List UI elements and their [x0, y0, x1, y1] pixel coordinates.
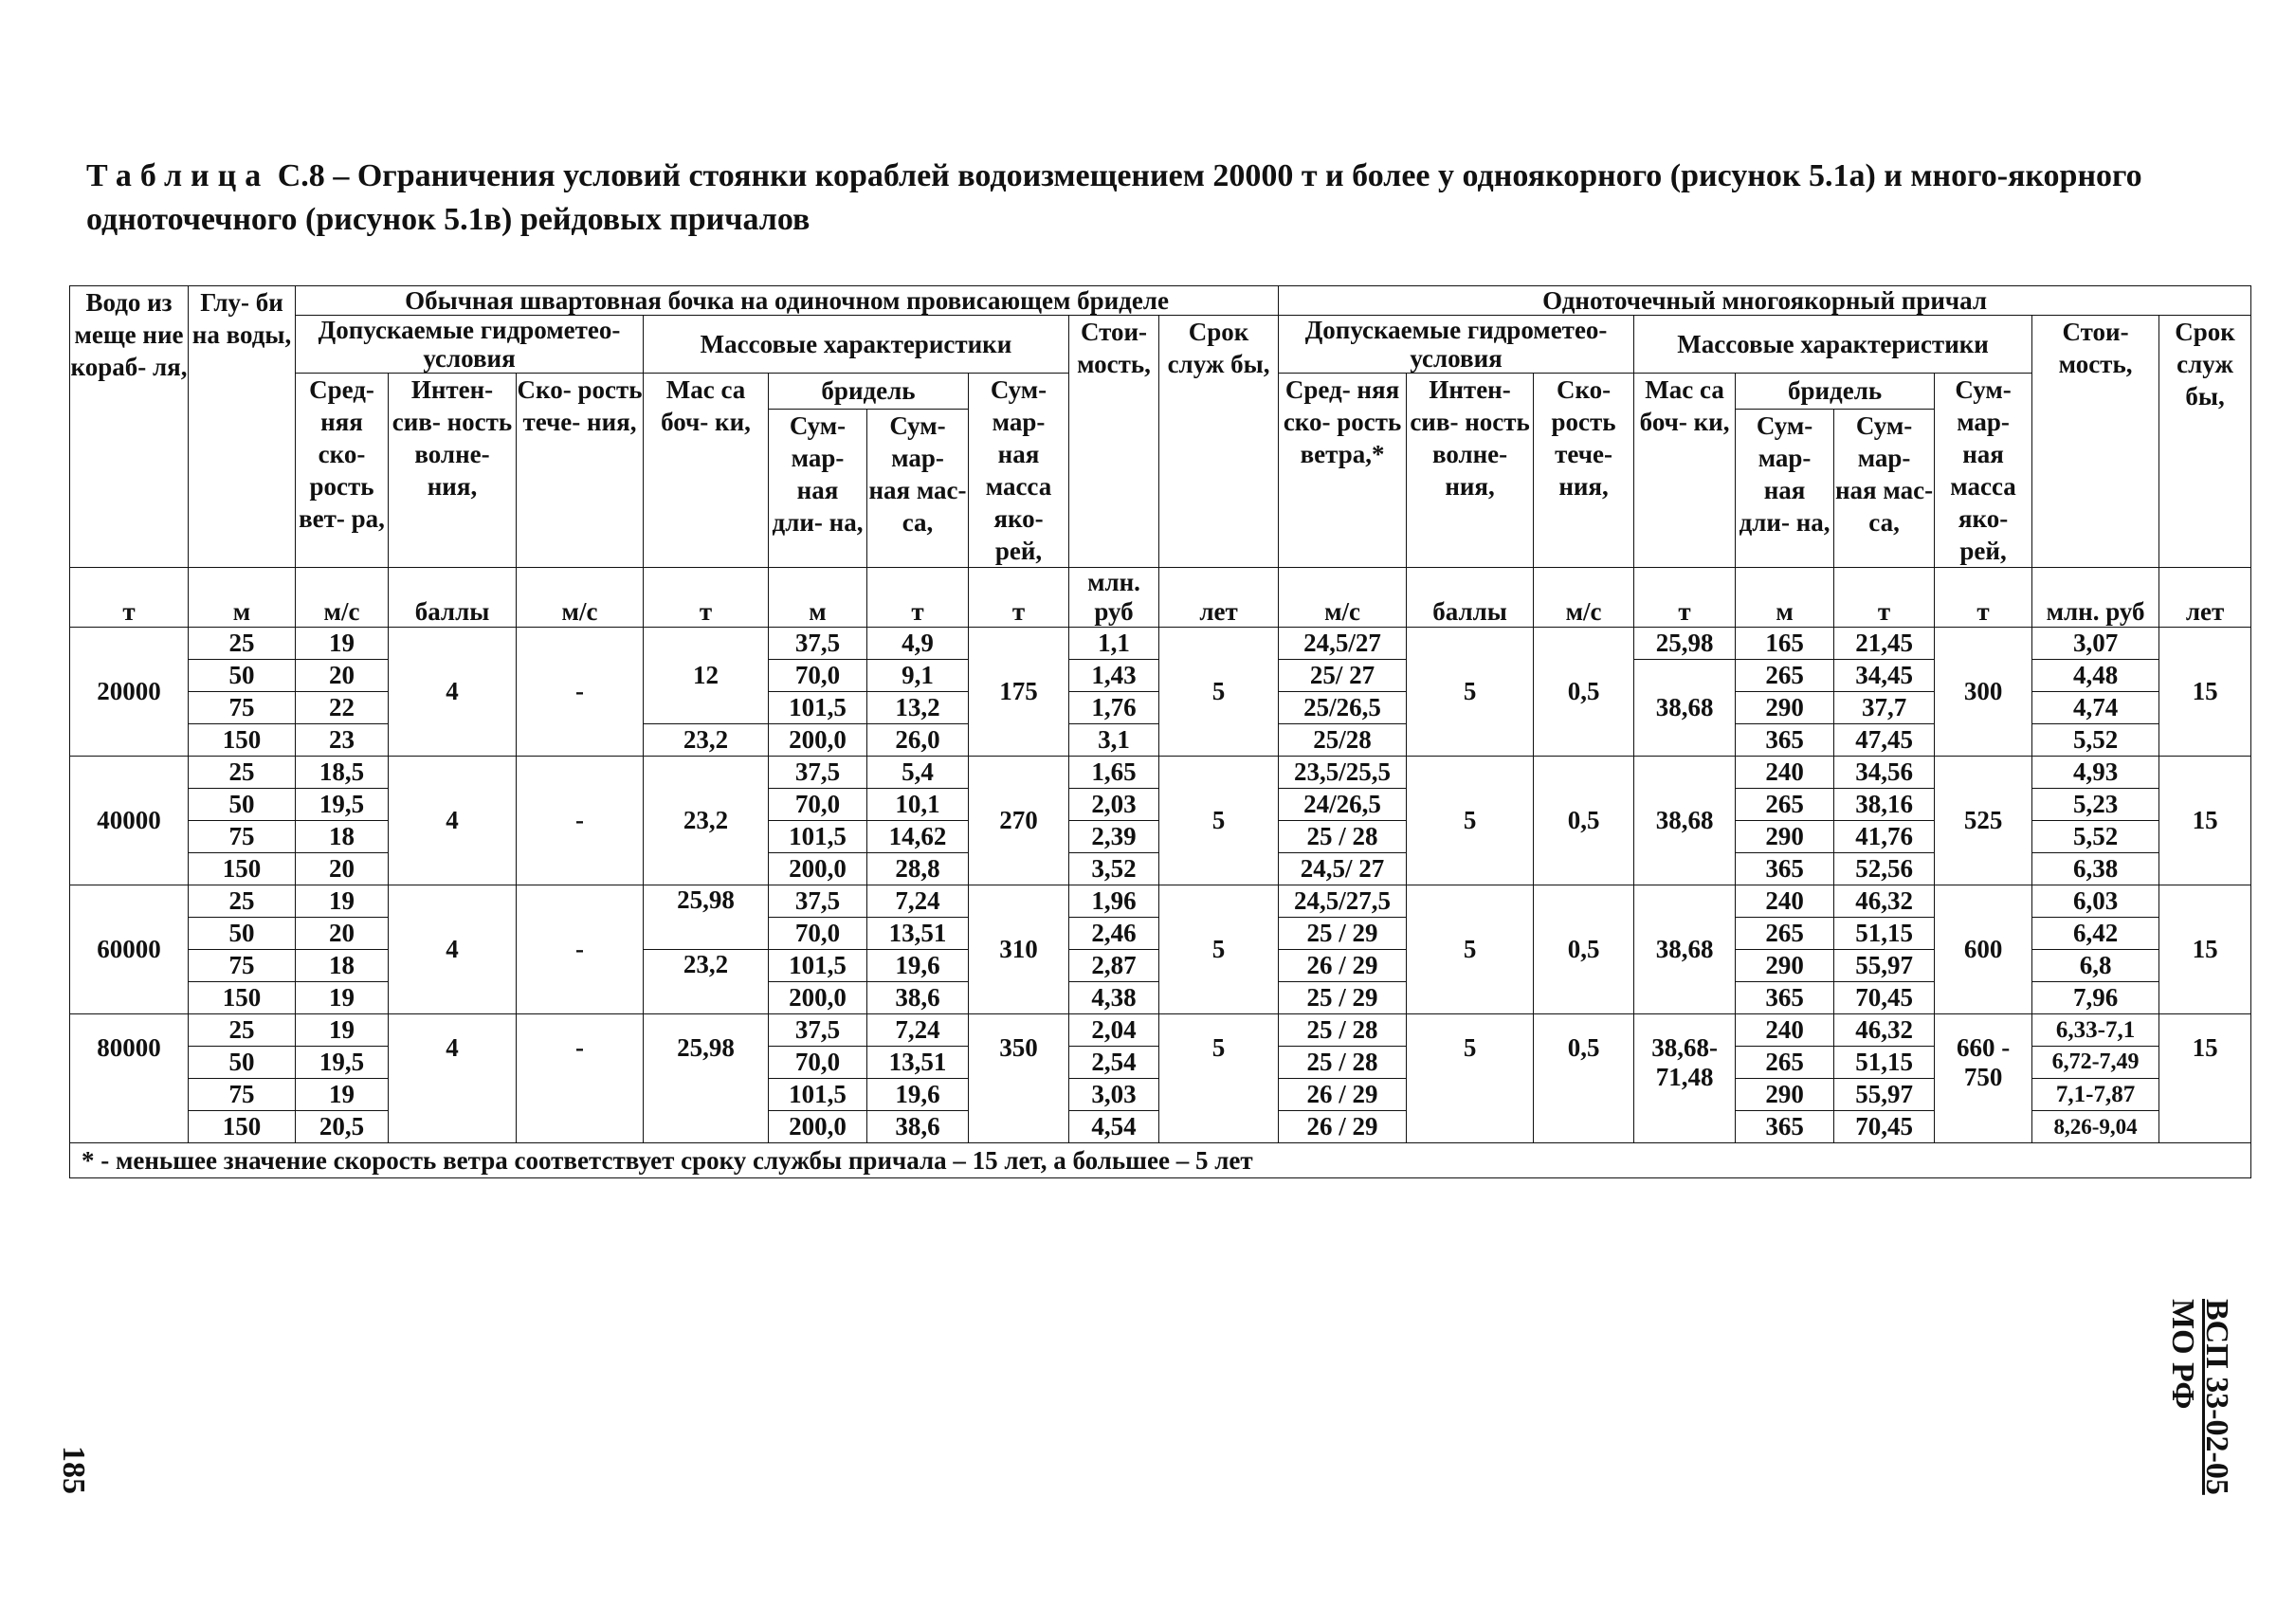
cost-cell: 4,38: [1069, 982, 1159, 1014]
table-caption-label: Таблица: [86, 158, 270, 193]
buoy-mass-cell: 25,98: [644, 885, 769, 950]
header-cost: Стои- мость,: [1069, 316, 1159, 568]
bridle-mass-cell: 38,6: [867, 982, 969, 1014]
wind-cell: 19,5: [296, 789, 389, 821]
cost-cell: 1,43: [1069, 660, 1159, 692]
header-wind-speed-2: Сред- няя ско- рость ветра,*: [1279, 374, 1407, 568]
mass2-cell: 52,56: [1834, 853, 1935, 885]
bridle-length-cell: 101,5: [769, 692, 867, 724]
cost2-cell: 6,33-7,1: [2032, 1014, 2159, 1047]
cost2-cell: 6,8: [2032, 950, 2159, 982]
length2-cell: 365: [1736, 982, 1834, 1014]
cost-cell: 2,03: [1069, 789, 1159, 821]
cost2-cell: 7,96: [2032, 982, 2159, 1014]
cost2-cell: 4,74: [2032, 692, 2159, 724]
wind-cell: 20: [296, 660, 389, 692]
cost2-cell: 5,23: [2032, 789, 2159, 821]
anchors2-cell: [1935, 1014, 2032, 1143]
service2-cell: 15: [2159, 628, 2251, 757]
cost-cell: 1,1: [1069, 628, 1159, 660]
header-group-multianchor: Одноточечный многоякорный причал: [1279, 286, 2251, 316]
header-bridle-2: бридель: [1736, 374, 1935, 410]
wind-cell: 18: [296, 821, 389, 853]
bridle-mass-cell: 4,9: [867, 628, 969, 660]
mass2-cell: 70,45: [1834, 1111, 1935, 1143]
unit-cell: т: [644, 568, 769, 628]
length2-cell: 290: [1736, 692, 1834, 724]
mass2-cell: 55,97: [1834, 1079, 1935, 1111]
cost2-cell: 4,93: [2032, 757, 2159, 789]
wind2-cell: 25 / 29: [1279, 918, 1407, 950]
document-code: [2165, 1299, 2233, 1495]
anchors2-cell: 600: [1935, 885, 2032, 1014]
service-cell: 5: [1159, 885, 1279, 1014]
wind-cell: 20: [296, 853, 389, 885]
unit-cell: т: [1634, 568, 1736, 628]
wind-cell: 22: [296, 692, 389, 724]
depth-cell: 50: [189, 1047, 296, 1079]
unit-cell: млн. руб: [2032, 568, 2159, 628]
mass2-cell: 21,45: [1834, 628, 1935, 660]
header-bridle-mass-2: Сум- мар- ная мас- са,: [1834, 409, 1935, 567]
unit-cell: млн. руб: [1069, 568, 1159, 628]
anchor-mass-cell: 350: [969, 1014, 1069, 1143]
mass2-cell: 38,16: [1834, 789, 1935, 821]
unit-cell: т: [1834, 568, 1935, 628]
wave-cell: 4: [389, 757, 517, 885]
anchor-mass-cell: 270: [969, 757, 1069, 885]
buoy2-mass-line2: 71,48: [1655, 1063, 1714, 1091]
cost2-cell: 6,42: [2032, 918, 2159, 950]
header-bridle-length-2: Сум- мар- ная дли- на,: [1736, 409, 1834, 567]
bridle-length-cell: 37,5: [769, 757, 867, 789]
wind2-cell: 24,5/27: [1279, 628, 1407, 660]
length2-cell: 165: [1736, 628, 1834, 660]
bridle-mass-cell: 14,62: [867, 821, 969, 853]
wave2-cell: 5: [1407, 1014, 1534, 1143]
depth-cell: 150: [189, 724, 296, 757]
depth-cell: 75: [189, 1079, 296, 1111]
header-cost-2: Стои- мость,: [2032, 316, 2159, 568]
header-buoy-mass: Мас са боч- ки,: [644, 374, 769, 568]
bridle-mass-cell: 10,1: [867, 789, 969, 821]
current-cell: -: [517, 1014, 644, 1143]
buoy2-mass-cell: [1634, 1014, 1736, 1143]
cost-cell: 2,39: [1069, 821, 1159, 853]
cost-cell: 3,03: [1069, 1079, 1159, 1111]
wave2-cell: 5: [1407, 885, 1534, 1014]
header-mass-characteristics: Массовые характеристики: [644, 316, 1069, 374]
depth-cell: 25: [189, 1014, 296, 1047]
length2-cell: 365: [1736, 1111, 1834, 1143]
buoy2-mass-line1: 38,68-: [1651, 1033, 1718, 1062]
bridle-length-cell: 70,0: [769, 789, 867, 821]
wind2-cell: 25 / 28: [1279, 1014, 1407, 1047]
buoy2-mass-cell: 38,68: [1634, 885, 1736, 1014]
unit-cell: баллы: [1407, 568, 1534, 628]
unit-cell: т: [867, 568, 969, 628]
header-bridle: бридель: [769, 374, 969, 410]
depth-cell: 50: [189, 660, 296, 692]
wind-cell: 23: [296, 724, 389, 757]
unit-cell: м: [1736, 568, 1834, 628]
depth-cell: 150: [189, 982, 296, 1014]
displacement-cell: 20000: [70, 628, 189, 757]
buoy2-mass-cell: 38,68: [1634, 660, 1736, 757]
anchor-mass-cell: 175: [969, 628, 1069, 757]
header-service-life: Срок служ бы,: [1159, 316, 1279, 568]
current-cell: -: [517, 885, 644, 1014]
depth-cell: 150: [189, 853, 296, 885]
header-current-speed-2: Ско- рость тече- ния,: [1534, 374, 1634, 568]
bridle-length-cell: 200,0: [769, 982, 867, 1014]
header-wave-intensity: Интен- сив- ность волне- ния,: [389, 374, 517, 568]
length2-cell: 290: [1736, 821, 1834, 853]
buoy-mass-cell: 23,2: [644, 757, 769, 885]
length2-cell: 290: [1736, 1079, 1834, 1111]
bridle-length-cell: 70,0: [769, 660, 867, 692]
mass2-cell: 34,56: [1834, 757, 1935, 789]
cost-cell: 1,65: [1069, 757, 1159, 789]
mass2-cell: 34,45: [1834, 660, 1935, 692]
bridle-mass-cell: 9,1: [867, 660, 969, 692]
cost-cell: 2,04: [1069, 1014, 1159, 1047]
bridle-length-cell: 70,0: [769, 918, 867, 950]
buoy2-mass-cell: 25,98: [1634, 628, 1736, 660]
unit-cell: м/с: [1279, 568, 1407, 628]
mass2-cell: 51,15: [1834, 918, 1935, 950]
depth-cell: 75: [189, 950, 296, 982]
buoy-mass-cell: 23,2: [644, 950, 769, 1014]
cost2-cell: 5,52: [2032, 724, 2159, 757]
document-code-line2: МО РФ: [2165, 1299, 2200, 1410]
cost-cell: 4,54: [1069, 1111, 1159, 1143]
buoy2-mass-cell: 38,68: [1634, 757, 1736, 885]
table-row: [70, 757, 2251, 789]
header-wave-intensity-2: Интен- сив- ность волне- ния,: [1407, 374, 1534, 568]
wind2-cell: 25/ 27: [1279, 660, 1407, 692]
wind-cell: 18,5: [296, 757, 389, 789]
cost2-cell: 4,48: [2032, 660, 2159, 692]
mass2-cell: 46,32: [1834, 885, 1935, 918]
wave2-cell: 5: [1407, 628, 1534, 757]
cost-cell: 3,52: [1069, 853, 1159, 885]
cost2-cell: 6,72-7,49: [2032, 1047, 2159, 1079]
depth-cell: 25: [189, 885, 296, 918]
service-cell: 5: [1159, 628, 1279, 757]
table-footnote: * - меньшее значение скорость ветра соответствует сроку службы причала – 15 лет, а большее – 5 лет: [70, 1143, 2251, 1178]
table-row: [70, 1014, 2251, 1047]
unit-cell: т: [1935, 568, 2032, 628]
wind2-cell: 25/28: [1279, 724, 1407, 757]
table-number: С.8: [277, 158, 325, 193]
buoy-mass-cell: 23,2: [644, 724, 769, 757]
bridle-length-cell: 37,5: [769, 628, 867, 660]
bridle-length-cell: 101,5: [769, 950, 867, 982]
document-code-line1: ВСП 33-02-05: [2199, 1299, 2234, 1495]
mass2-cell: 51,15: [1834, 1047, 1935, 1079]
service-cell: 5: [1159, 1014, 1279, 1143]
unit-cell: т: [70, 568, 189, 628]
wind-cell: 19: [296, 885, 389, 918]
service-cell: 5: [1159, 757, 1279, 885]
anchors2-line1: 660 -: [1956, 1033, 2011, 1062]
bridle-mass-cell: 7,24: [867, 885, 969, 918]
wind2-cell: 24,5/27,5: [1279, 885, 1407, 918]
bridle-mass-cell: 38,6: [867, 1111, 969, 1143]
depth-cell: 50: [189, 789, 296, 821]
wind2-cell: 25 / 28: [1279, 1047, 1407, 1079]
wave-cell: 4: [389, 628, 517, 757]
mass2-cell: 46,32: [1834, 1014, 1935, 1047]
unit-cell: м/с: [1534, 568, 1634, 628]
depth-cell: 75: [189, 821, 296, 853]
displacement-cell: 40000: [70, 757, 189, 885]
bridle-length-cell: 37,5: [769, 1014, 867, 1047]
depth-cell: 150: [189, 1111, 296, 1143]
displacement-cell: 60000: [70, 885, 189, 1014]
length2-cell: 365: [1736, 724, 1834, 757]
table-row: [70, 628, 2251, 660]
wind-cell: 19,5: [296, 1047, 389, 1079]
cost-cell: 2,46: [1069, 918, 1159, 950]
wind-cell: 19: [296, 1079, 389, 1111]
wind2-cell: 23,5/25,5: [1279, 757, 1407, 789]
wind2-cell: 24/26,5: [1279, 789, 1407, 821]
bridle-mass-cell: 28,8: [867, 853, 969, 885]
header-anchor-mass: Сум- мар- ная масса яко- рей,: [969, 374, 1069, 568]
wind2-cell: 25 / 28: [1279, 821, 1407, 853]
header-buoy-mass-2: Мас са боч- ки,: [1634, 374, 1736, 568]
page-number: 185: [56, 1446, 91, 1494]
cost2-cell: 6,03: [2032, 885, 2159, 918]
wave-cell: 4: [389, 885, 517, 1014]
bridle-mass-cell: 13,51: [867, 918, 969, 950]
wave2-cell: 5: [1407, 757, 1534, 885]
cost-cell: 1,76: [1069, 692, 1159, 724]
mass2-cell: 41,76: [1834, 821, 1935, 853]
unit-cell: м/с: [517, 568, 644, 628]
bridle-length-cell: 70,0: [769, 1047, 867, 1079]
wave-cell: 4: [389, 1014, 517, 1143]
bridle-mass-cell: 19,6: [867, 950, 969, 982]
depth-cell: 25: [189, 757, 296, 789]
wind-cell: 19: [296, 628, 389, 660]
unit-cell: баллы: [389, 568, 517, 628]
wind-cell: 18: [296, 950, 389, 982]
wind2-cell: 26 / 29: [1279, 950, 1407, 982]
service2-cell: 15: [2159, 1014, 2251, 1143]
bridle-mass-cell: 13,51: [867, 1047, 969, 1079]
unit-cell: лет: [1159, 568, 1279, 628]
bridle-length-cell: 200,0: [769, 853, 867, 885]
depth-cell: 50: [189, 918, 296, 950]
length2-cell: 240: [1736, 1014, 1834, 1047]
anchors2-cell: 525: [1935, 757, 2032, 885]
bridle-mass-cell: 19,6: [867, 1079, 969, 1111]
table-title-text: – Ограничения условий стоянки кораблей водоизмещением 20000 т и более у одноякорного (рисунок 5.1а) и много-якорного одноточечного (рисунок 5.1в) рейдовых причалов: [86, 158, 2142, 237]
constraints-table: [69, 285, 2251, 1178]
wind-cell: 19: [296, 982, 389, 1014]
wind-cell: 19: [296, 1014, 389, 1047]
bridle-mass-cell: 5,4: [867, 757, 969, 789]
header-bridle-mass: Сум- мар- ная мас- са,: [867, 409, 969, 567]
service2-cell: 15: [2159, 757, 2251, 885]
header-wind-speed: Сред- няя ско- рость вет- ра,: [296, 374, 389, 568]
wind-cell: 20,5: [296, 1111, 389, 1143]
header-allowed-conditions-2: Допускаемые гидрометео- условия: [1279, 316, 1634, 374]
cost-cell: 2,87: [1069, 950, 1159, 982]
header-bridle-length: Сум- мар- ная дли- на,: [769, 409, 867, 567]
length2-cell: 265: [1736, 660, 1834, 692]
cost2-cell: 8,26-9,04: [2032, 1111, 2159, 1143]
anchors2-line2: 750: [1963, 1063, 2003, 1091]
bridle-length-cell: 101,5: [769, 1079, 867, 1111]
cost2-cell: 5,52: [2032, 821, 2159, 853]
cost2-cell: 6,38: [2032, 853, 2159, 885]
table-row: [70, 885, 2251, 918]
anchors2-cell: 300: [1935, 628, 2032, 757]
length2-cell: 265: [1736, 1047, 1834, 1079]
cost-cell: 3,1: [1069, 724, 1159, 757]
buoy-mass-cell: 12: [644, 628, 769, 724]
current2-cell: 0,5: [1534, 1014, 1634, 1143]
bridle-length-cell: 200,0: [769, 724, 867, 757]
current-cell: -: [517, 757, 644, 885]
current2-cell: 0,5: [1534, 628, 1634, 757]
current2-cell: 0,5: [1534, 757, 1634, 885]
length2-cell: 265: [1736, 789, 1834, 821]
length2-cell: 290: [1736, 950, 1834, 982]
bridle-mass-cell: 7,24: [867, 1014, 969, 1047]
anchor-mass-cell: 310: [969, 885, 1069, 1014]
bridle-mass-cell: 26,0: [867, 724, 969, 757]
length2-cell: 365: [1736, 853, 1834, 885]
mass2-cell: 55,97: [1834, 950, 1935, 982]
wind2-cell: 25/26,5: [1279, 692, 1407, 724]
table-title: [86, 155, 2238, 242]
depth-cell: 25: [189, 628, 296, 660]
unit-cell: м: [189, 568, 296, 628]
wind-cell: 20: [296, 918, 389, 950]
wind2-cell: 25 / 29: [1279, 982, 1407, 1014]
length2-cell: 240: [1736, 757, 1834, 789]
header-allowed-conditions: Допускаемые гидрометео- условия: [296, 316, 644, 374]
current2-cell: 0,5: [1534, 885, 1634, 1014]
depth-cell: 75: [189, 692, 296, 724]
header-service-life-2: Срок служ бы,: [2159, 316, 2251, 568]
header-anchor-mass-2: Сум- мар- ная масса яко- рей,: [1935, 374, 2032, 568]
displacement-cell: 80000: [70, 1014, 189, 1143]
cost2-cell: 7,1-7,87: [2032, 1079, 2159, 1111]
bridle-mass-cell: 13,2: [867, 692, 969, 724]
bridle-length-cell: 37,5: [769, 885, 867, 918]
header-displacement: Водо из меще ние кораб- ля,: [70, 286, 189, 568]
header-current-speed: Ско- рость тече- ния,: [517, 374, 644, 568]
cost2-cell: 3,07: [2032, 628, 2159, 660]
header-group-buoy: Обычная швартовная бочка на одиночном провисающем бриделе: [296, 286, 1279, 316]
unit-cell: лет: [2159, 568, 2251, 628]
unit-cell: м: [769, 568, 867, 628]
unit-cell: т: [969, 568, 1069, 628]
wind2-cell: 24,5/ 27: [1279, 853, 1407, 885]
bridle-length-cell: 101,5: [769, 821, 867, 853]
length2-cell: 265: [1736, 918, 1834, 950]
mass2-cell: 47,45: [1834, 724, 1935, 757]
wind2-cell: 26 / 29: [1279, 1111, 1407, 1143]
cost-cell: 2,54: [1069, 1047, 1159, 1079]
mass2-cell: 70,45: [1834, 982, 1935, 1014]
unit-cell: м/с: [296, 568, 389, 628]
bridle-length-cell: 200,0: [769, 1111, 867, 1143]
wind2-cell: 26 / 29: [1279, 1079, 1407, 1111]
header-depth: Глу- би на воды,: [189, 286, 296, 568]
length2-cell: 240: [1736, 885, 1834, 918]
cost-cell: 1,96: [1069, 885, 1159, 918]
current-cell: -: [517, 628, 644, 757]
service2-cell: 15: [2159, 885, 2251, 1014]
header-mass-characteristics-2: Массовые характеристики: [1634, 316, 2032, 374]
buoy-mass-cell: 25,98: [644, 1014, 769, 1143]
mass2-cell: 37,7: [1834, 692, 1935, 724]
